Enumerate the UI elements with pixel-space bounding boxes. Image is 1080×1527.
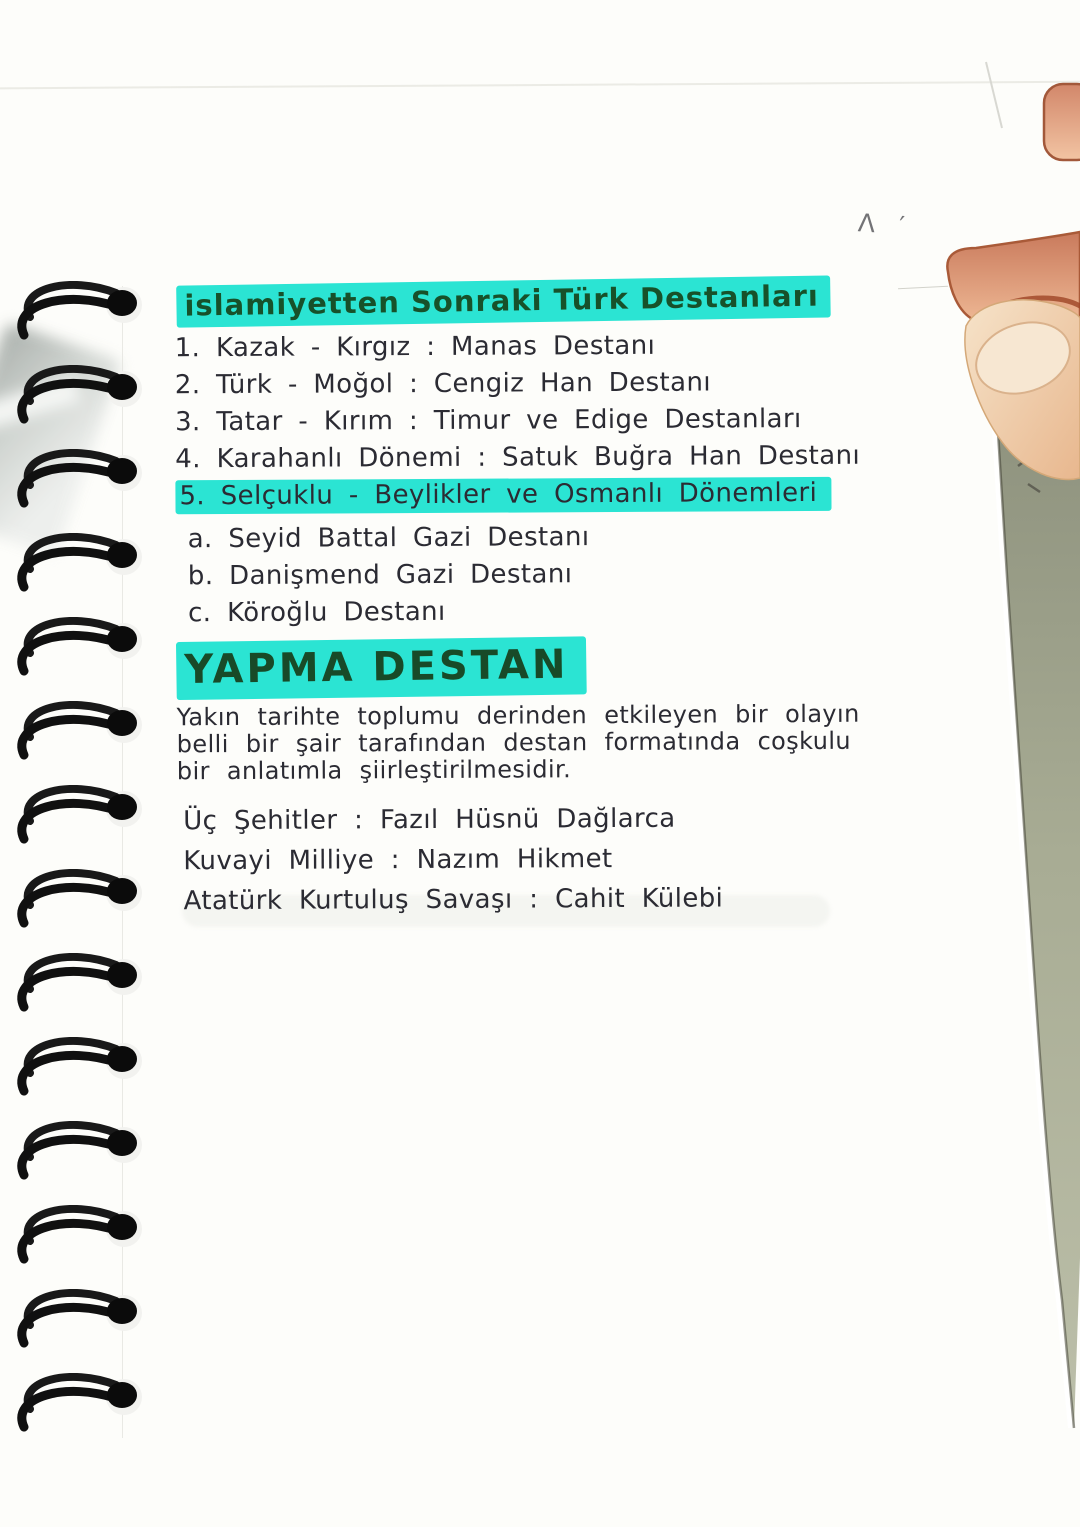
spiral-loop-icon — [12, 1289, 162, 1351]
sublist-item: a. Seyid Battal Gazi Destanı — [187, 522, 590, 555]
example-item: Üç Şehitler : Fazıl Hüsnü Dağlarca — [183, 803, 676, 837]
highlighted-title: islamiyetten Sonraki Türk Destanları — [176, 275, 831, 327]
notebook-edge-strip — [988, 388, 1080, 1438]
fingertip — [1044, 84, 1080, 160]
spiral-loop-icon — [12, 953, 162, 1015]
paragraph-line: Yakın tarihte toplumu derinden etkileyen bir olayın — [176, 699, 860, 732]
spiral-loop-icon — [12, 617, 162, 679]
spiral-loop-icon — [12, 1373, 162, 1435]
examples-list — [183, 797, 1058, 922]
example-item: Kuvayi Milliye : Nazım Hikmet — [183, 844, 613, 877]
spiral-binding — [12, 281, 172, 1457]
sublist-item: c. Köroğlu Destanı — [187, 596, 446, 629]
spiral-loop-icon — [12, 281, 162, 343]
list-item: 3. Tatar - Kırım : Timur ve Edige Destanları — [174, 404, 802, 438]
spiral-loop-icon — [12, 365, 162, 427]
sublist-item: b. Danişmend Gazi Destanı — [187, 559, 573, 592]
spiral-loop-icon — [12, 701, 162, 763]
highlighted-title: YAPMA DESTAN — [176, 636, 587, 700]
spiral-loop-icon — [12, 533, 162, 595]
hand-holding-page — [828, 58, 1080, 500]
paragraph-line: belli bir şair tarafından destan formatında coşkulu — [176, 726, 852, 759]
page-edge-line — [986, 62, 1002, 128]
spiral-loop-icon — [12, 1121, 162, 1183]
list-item: 1. Kazak - Kırgız : Manas Destanı — [174, 330, 656, 364]
spiral-loop-icon — [12, 1037, 162, 1099]
lettered-sublist — [188, 517, 1057, 633]
pencil-corner-mark: Λ ′ — [857, 208, 914, 241]
spiral-loop-icon — [12, 449, 162, 511]
definition-paragraph — [177, 700, 1057, 786]
paragraph-line: bir anlatımla şiirleştirilmesidir. — [176, 755, 572, 786]
section-heading-yapma-destan — [176, 628, 1056, 705]
list-item: 4. Karahanlı Dönemi : Satuk Buğra Han Destanı — [175, 440, 861, 475]
list-item: 2. Türk - Moğol : Cengiz Han Destanı — [174, 367, 712, 401]
spiral-loop-icon — [12, 869, 162, 931]
example-item: Atatürk Kurtuluş Savaşı : Cahit Külebi — [183, 883, 724, 917]
highlighted-list-item-text: 5. Selçuklu - Beylikler ve Osmanlı Dönemleri — [175, 477, 831, 514]
spiral-loop-icon — [12, 785, 162, 847]
spiral-loop-icon — [12, 1205, 162, 1267]
